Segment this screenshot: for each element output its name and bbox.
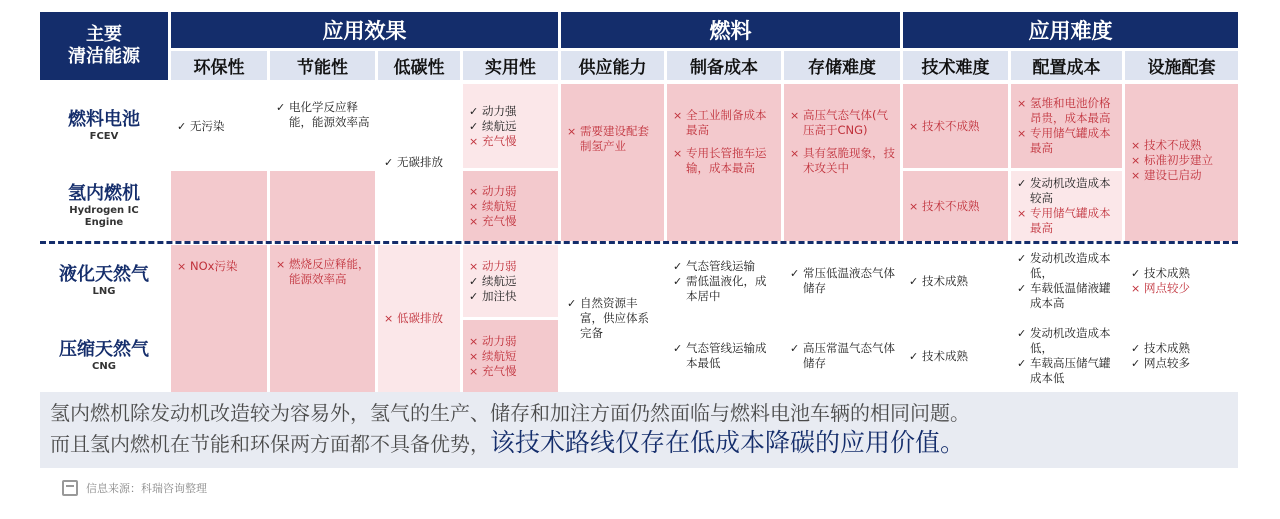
col-header-config: 配置成本 — [1011, 51, 1122, 80]
cell-item — [909, 199, 1004, 214]
cell-item — [469, 334, 554, 349]
cell-item-text: 充气慢 — [482, 363, 517, 378]
cell-hydrogen-lowcarbon — [378, 84, 460, 241]
cell-item-text: 续航短 — [482, 198, 517, 213]
cross-icon: × — [384, 312, 394, 325]
cell-item — [1017, 206, 1118, 236]
cross-icon: × — [1131, 282, 1141, 295]
cell-hydrogen-storage — [784, 84, 900, 241]
check-icon: ✓ — [673, 342, 683, 355]
cell-item-text: 燃烧反应释能，能源效率高 — [289, 257, 370, 286]
check-icon: ✓ — [1017, 177, 1027, 190]
cell-hice-practical — [463, 171, 558, 241]
row-label-hice-en-2: Engine — [84, 217, 124, 228]
cross-icon: × — [790, 109, 800, 122]
cross-icon: × — [673, 109, 683, 122]
cell-item-text: 续航短 — [482, 348, 517, 363]
calendar-icon — [62, 480, 78, 496]
cross-icon: × — [1131, 154, 1141, 167]
cell-item — [673, 341, 777, 371]
check-icon: ✓ — [469, 289, 479, 303]
check-icon: ✓ — [673, 274, 683, 288]
cell-item — [276, 257, 371, 287]
cell-item-text: 动力弱 — [482, 333, 517, 348]
cell-hydrogen-supply — [561, 84, 664, 241]
check-icon: ✓ — [1017, 327, 1027, 340]
check-icon: ✓ — [909, 274, 919, 288]
cell-item — [567, 296, 660, 341]
check-icon: ✓ — [1131, 267, 1141, 280]
cell-gas-energy — [270, 245, 375, 392]
cell-item — [1131, 266, 1234, 281]
cell-item — [1131, 168, 1234, 183]
cell-item-text: 动力弱 — [482, 183, 517, 198]
cell-item — [469, 134, 554, 149]
cell-cng-storage — [784, 320, 900, 392]
cell-item — [909, 119, 1004, 134]
cell-item — [469, 364, 554, 379]
cross-icon: × — [469, 259, 479, 273]
cell-item-text: 全工业制备成本最高 — [686, 108, 767, 137]
cell-item-text: 气态管线运输 — [686, 258, 755, 273]
cross-icon: × — [909, 119, 919, 133]
cell-item — [384, 155, 456, 170]
cell-item — [469, 289, 554, 304]
cell-item — [177, 119, 263, 134]
col-header-storage: 存储难度 — [784, 51, 900, 80]
cell-item — [276, 100, 371, 130]
cell-item-text: 无污染 — [190, 118, 225, 133]
cross-icon: × — [1131, 139, 1141, 152]
section-divider — [40, 241, 1238, 244]
check-icon: ✓ — [276, 101, 286, 114]
cross-icon: × — [469, 349, 479, 363]
cell-cng-infra — [1125, 320, 1238, 392]
summary-line-2-text: 而且氢内燃机在节能和环保两方面都不具备优势， — [50, 432, 490, 456]
cell-hice-energy — [270, 171, 375, 241]
cell-cng-production — [667, 320, 781, 392]
cell-item-text: 车载高压储气罐成本低 — [1030, 356, 1111, 385]
cell-gas-env — [171, 245, 267, 392]
cell-item — [673, 146, 777, 176]
cross-icon: × — [469, 214, 479, 228]
cell-item — [790, 341, 896, 371]
row-label-hice-zh: 氢内燃机 — [68, 183, 140, 204]
cell-item — [469, 214, 554, 229]
cell-lng-infra — [1125, 245, 1238, 317]
check-icon: ✓ — [469, 104, 479, 118]
cell-item — [469, 349, 554, 364]
cell-item — [1131, 138, 1234, 153]
cell-item — [673, 108, 777, 138]
cell-hydrogen-infra — [1125, 84, 1238, 241]
check-icon: ✓ — [909, 349, 919, 363]
check-icon: ✓ — [1017, 357, 1027, 370]
cell-item — [1131, 356, 1234, 371]
group-header-fuel: 燃料 — [561, 12, 900, 48]
col-header-lowcarbon: 低碳性 — [378, 51, 460, 80]
cell-item — [1017, 176, 1118, 206]
cell-item — [790, 108, 896, 138]
cell-lng-tech — [903, 245, 1008, 317]
cell-item — [469, 199, 554, 214]
row-label-cng — [40, 320, 168, 392]
cross-icon: × — [469, 364, 479, 378]
cell-item-text: 专用储气罐成本最高 — [1030, 206, 1111, 235]
cell-item-text: 建设已启动 — [1144, 168, 1202, 182]
row-label-cng-en: CNG — [92, 361, 116, 372]
cross-icon: × — [1017, 127, 1027, 140]
cell-item-text: 常压低温液态气体储存 — [803, 266, 895, 295]
summary-line-2 — [50, 428, 1228, 459]
group-header-effect: 应用效果 — [171, 12, 558, 48]
cross-icon: × — [1017, 207, 1027, 220]
cell-item-text: NOx污染 — [190, 259, 238, 273]
cell-lng-practical — [463, 245, 558, 317]
cell-gas-supply — [561, 245, 664, 392]
col-header-tech: 技术难度 — [903, 51, 1008, 80]
check-icon: ✓ — [384, 156, 394, 169]
check-icon: ✓ — [469, 119, 479, 133]
cell-item — [469, 274, 554, 289]
cell-item — [790, 146, 896, 176]
cross-icon: × — [469, 134, 479, 148]
check-icon: ✓ — [1131, 357, 1141, 370]
cell-item-text: 氢堆和电池价格昂贵，成本最高 — [1030, 96, 1111, 125]
row-label-fcev-en: FCEV — [89, 131, 119, 142]
cell-lng-production — [667, 245, 781, 317]
cell-item — [1017, 326, 1118, 356]
cell-item-text: 技术不成熟 — [1144, 138, 1202, 152]
cell-item-text: 技术成熟 — [1144, 266, 1190, 280]
cell-item-text: 低碳排放 — [397, 311, 443, 325]
cell-hice-env — [171, 171, 267, 241]
check-icon: ✓ — [567, 297, 577, 310]
cross-icon: × — [673, 147, 683, 160]
cell-item-text: 网点较多 — [1144, 356, 1190, 370]
cell-item-text: 专用长管拖车运输，成本最高 — [686, 146, 767, 175]
source-note — [62, 478, 207, 498]
cell-item — [1131, 281, 1234, 296]
cell-item — [469, 184, 554, 199]
row-label-cng-zh: 压缩天然气 — [59, 339, 149, 360]
cell-item-text: 发动机改造成本低， — [1030, 326, 1111, 355]
cross-icon: × — [1017, 97, 1027, 110]
source-text: 信息来源：科瑞咨询整理 — [86, 482, 207, 495]
cell-item-text: 加注快 — [482, 288, 517, 303]
row-label-lng — [40, 245, 168, 317]
corner-header — [40, 12, 168, 80]
cell-fcev-energy — [270, 84, 375, 168]
cell-item — [909, 349, 1004, 364]
cell-item — [469, 259, 554, 274]
cell-item-text: 自然资源丰富，供应体系完备 — [580, 296, 649, 340]
cell-item-text: 充气慢 — [482, 213, 517, 228]
cell-item — [469, 104, 554, 119]
cross-icon: × — [790, 147, 800, 160]
cell-item-text: 高压气态气体(气压高于CNG) — [803, 108, 888, 137]
cell-hice-tech — [903, 171, 1008, 241]
check-icon: ✓ — [790, 342, 800, 355]
col-header-supply: 供应能力 — [561, 51, 664, 80]
cell-fcev-config — [1011, 84, 1122, 168]
cell-item-text: 需要建设配套制氢产业 — [580, 124, 649, 153]
row-label-hice-en-1: Hydrogen IC — [69, 205, 139, 216]
cell-hice-config — [1011, 171, 1122, 241]
cross-icon: × — [909, 199, 919, 213]
cell-item-text: 技术成熟 — [922, 273, 968, 288]
cell-item-text: 技术不成熟 — [922, 118, 980, 133]
cross-icon: × — [177, 260, 187, 273]
check-icon: ✓ — [1017, 252, 1027, 265]
row-label-lng-zh: 液化天然气 — [59, 264, 149, 285]
col-header-production: 制备成本 — [667, 51, 781, 80]
cell-item — [1017, 251, 1118, 281]
check-icon: ✓ — [1131, 342, 1141, 355]
cell-item-text: 气态管线运输成本最低 — [686, 341, 767, 370]
cell-cng-tech — [903, 320, 1008, 392]
cell-lng-config — [1011, 245, 1122, 317]
summary-box — [40, 392, 1238, 468]
cell-item-text: 发动机改造成本较高 — [1030, 176, 1111, 205]
cell-hydrogen-production — [667, 84, 781, 241]
cell-item-text: 无碳排放 — [397, 155, 443, 169]
cell-item-text: 续航远 — [482, 273, 517, 288]
cross-icon: × — [469, 334, 479, 348]
cell-item-text: 网点较少 — [1144, 281, 1190, 295]
cross-icon: × — [469, 184, 479, 198]
cell-item — [567, 124, 660, 154]
summary-line-1: 氢内燃机除发动机改造较为容易外，氢气的生产、储存和加注方面仍然面临与燃料电池车辆的相同问题。 — [50, 401, 970, 425]
cell-item-text: 高压常温气态气体储存 — [803, 341, 895, 370]
cell-item — [177, 259, 263, 274]
cell-item-text: 技术不成熟 — [922, 198, 980, 213]
row-label-lng-en: LNG — [92, 286, 116, 297]
corner-line-1: 主要 — [86, 24, 122, 45]
cell-item-text: 电化学反应释能，能源效率高 — [289, 100, 370, 129]
cell-item-text: 续航远 — [482, 118, 517, 133]
cell-item-text: 具有氢脆现象，技术攻关中 — [803, 146, 895, 175]
check-icon: ✓ — [790, 267, 800, 280]
group-header-difficulty: 应用难度 — [903, 12, 1238, 48]
cell-item-text: 发动机改造成本低， — [1030, 251, 1111, 280]
cell-item — [1017, 281, 1118, 311]
cell-item — [1131, 153, 1234, 168]
cell-item-text: 动力弱 — [482, 258, 517, 273]
cell-item — [1017, 356, 1118, 386]
cell-lng-storage — [784, 245, 900, 317]
col-header-infra: 设施配套 — [1125, 51, 1238, 80]
cell-cng-practical — [463, 320, 558, 392]
row-label-fcev-zh: 燃料电池 — [68, 109, 140, 130]
cell-item-text: 车载低温储液罐成本高 — [1030, 281, 1111, 310]
cell-item — [673, 259, 777, 274]
cross-icon: × — [469, 199, 479, 213]
cell-item-text: 技术成熟 — [1144, 341, 1190, 355]
cell-item-text: 需低温液化，成本居中 — [686, 273, 767, 303]
cross-icon: × — [1131, 169, 1141, 182]
corner-line-2: 清洁能源 — [68, 46, 140, 67]
cell-item-text: 专用储气罐成本最高 — [1030, 126, 1111, 155]
cell-item — [1131, 341, 1234, 356]
row-label-fcev — [40, 84, 168, 168]
cell-fcev-env — [171, 84, 267, 168]
cell-item-text: 标准初步建立 — [1144, 153, 1213, 167]
col-header-env: 环保性 — [171, 51, 267, 80]
summary-emphasis: 该技术路线仅存在低成本降碳的应用价值。 — [490, 428, 966, 457]
cell-item-text: 动力强 — [482, 103, 517, 118]
cross-icon: × — [276, 258, 286, 271]
cell-item — [469, 119, 554, 134]
cell-cng-config — [1011, 320, 1122, 392]
cell-fcev-practical — [463, 84, 558, 168]
cell-item-text: 技术成熟 — [922, 348, 968, 363]
cell-item — [790, 266, 896, 296]
check-icon: ✓ — [469, 274, 479, 288]
col-header-practical: 实用性 — [463, 51, 558, 80]
cell-gas-lowcarbon — [378, 245, 460, 392]
cell-item — [1017, 126, 1118, 156]
cell-item — [1017, 96, 1118, 126]
cell-item-text: 充气慢 — [482, 133, 517, 148]
check-icon: ✓ — [177, 119, 187, 133]
cell-fcev-tech — [903, 84, 1008, 168]
check-icon: ✓ — [1017, 282, 1027, 295]
cell-item — [384, 311, 456, 326]
col-header-energy: 节能性 — [270, 51, 375, 80]
check-icon: ✓ — [673, 259, 683, 273]
cell-item — [673, 274, 777, 304]
cell-item — [909, 274, 1004, 289]
row-label-hice — [40, 171, 168, 241]
cross-icon: × — [567, 125, 577, 138]
